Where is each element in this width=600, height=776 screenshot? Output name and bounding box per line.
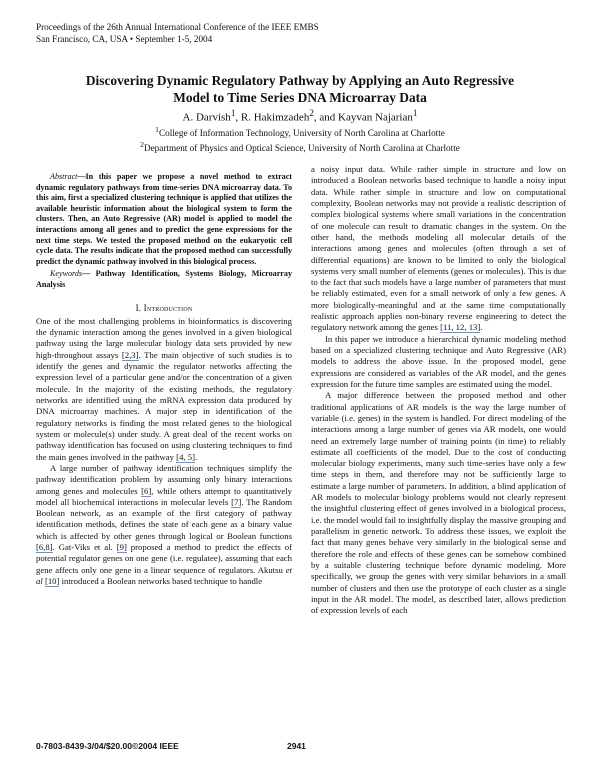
title-line-1: Discovering Dynamic Regulatory Pathway by Applying an Auto Regressive [85, 73, 515, 88]
author-1-affil: 1 [230, 108, 236, 118]
affiliation-1-text: College of Information Technology, University of North Carolina at Charlotte [158, 128, 445, 139]
text-run-italic: et al [36, 564, 292, 587]
author-2: R. Hakimzadeh [240, 111, 310, 124]
keywords-label: Keywords [50, 269, 83, 279]
affiliation-2-text: Department of Physics and Optical Science, University of North Carolina at Charlotte [143, 143, 460, 154]
author-3: Kayvan Najarian [338, 111, 413, 124]
citation-link[interactable]: [2,3] [121, 349, 139, 360]
copyright-notice: 0-7803-8439-3/04/$20.00©2004 IEEE [36, 741, 179, 751]
affiliation-1-marker: 1 [155, 125, 159, 134]
text-run: . The main objective of such studies is to identify the genes and dynamic the regulator networks affecting the expression level of a particular gene and/or the concentration of a given molecule. In the majority of the existing methods, the regulatory networks are identified using the mRNA expression data produced by DNA microarray machines. A major step in identification of the regulatory networks is finding the most related genes to the biological system or molecule(s) under study. A great deal of the recent works on pathway identification has focused on using clustering techniques to find the main genes involved in the pathway [36, 349, 292, 462]
citation-link[interactable]: [9] [116, 542, 127, 553]
author-separator: , and [313, 111, 339, 124]
text-run: . Gat-Viks et al. [52, 542, 117, 553]
intro-paragraph-2 [36, 463, 292, 587]
affiliation-1 [40, 124, 560, 139]
paper-title [40, 72, 560, 106]
abstract-label: Abstract [50, 172, 78, 181]
author-3-affil: 1 [412, 108, 418, 118]
citation-link[interactable]: [7] [231, 496, 242, 507]
text-run: . The Random Boolean network, as an example of the first category of pathway identification methods, defines the state of each gene as a binary value which is affected by other genes through logical or Boolean functions [36, 496, 292, 541]
citation-link[interactable]: [11, 12, 13] [440, 322, 481, 333]
text-run: proposed a method to predict the effects of potential regulator genes on one gene (i.e. regulatee), assuming that each gene affects only one gene in a linear sequence of regulators. Akutsu [36, 542, 292, 575]
affiliation-2-marker: 2 [140, 140, 144, 150]
citation-link[interactable]: [6] [141, 485, 152, 496]
body-paragraph: In this paper we introduce a hierarchical dynamic modeling method based on a specialized clustering technique and Auto Regressive (AR) models to address the above issue. In the proposed model, gene expressions are considered as variables of the AR model, and the genes expression for the future time samples are estimated using the model. [311, 333, 566, 389]
author-1: A. Darvish [182, 111, 231, 124]
page-number: 2941 [287, 741, 306, 751]
right-column [311, 164, 566, 617]
citation-link[interactable]: [4, 5] [176, 451, 195, 462]
keywords-text: — Pathway Identification, Systems Biology, Microarray Analysis [36, 269, 292, 289]
text-run: . [480, 322, 483, 333]
text-run: One of the most challenging problems in bioinformatics is discovering the dynamic interaction among the genes involved in a given biological pathway using the large molecular biology data sets provided by new high-throughout assays [36, 315, 292, 360]
text-run: A large number of pathway identification techniques simplify the pathway identification problem by assuming only binary interactions among genes and molecules [36, 462, 292, 496]
conference-header [36, 22, 319, 45]
conference-line-2: San Francisco, CA, USA • September 1-5, 2004 [36, 33, 213, 44]
left-column [36, 172, 292, 587]
intro-paragraph-1 [36, 316, 292, 463]
author-separator: , [235, 111, 241, 124]
body-paragraph: A major difference between the proposed method and other traditional applications of AR models is the way the large number of variable (i.e. genes) in the system is handled. For direct modeling of the interactions among a large number of genes via AR models, one would need an extremely large number of training points (in time) to reliably estimate all coefficients of the model. Due to the cost of conducting molecular biology experiments, many such time-series have only a few time steps in them, and therefore may not be sufficiently large to estimate a large number of parameters. In addition, a blind application of AR models to molecular biology problems would not clearly represent the insightful clustering effect of genes involved in a biological process, i.e. the model would fail to insightfully display the massive grouping and parallelism in genetic network. To address these issues, we exploit the fact that many genes behave very similarly in the biological sense and therefore the role and effects of these genes can be somehow combined by a suitable clustering technique before dynamic modeling. More specifically, we group the genes with very similar behaviors in a small number of clusters and then use the prototype of each cluster as a single input in the AR model. The model, as described later, allows prediction of expression levels of each [311, 390, 566, 616]
text-run: , while others attempt to quantitatively model all biochemical interactions in molecular levels [36, 485, 292, 507]
section-heading-introduction: I. Introduction [135, 302, 193, 313]
author-2-affil: 2 [309, 108, 314, 118]
citation-link[interactable]: [6,8] [36, 542, 53, 553]
text-run: a noisy input data. While rather simple in structure and low on introduced a Boolean networks based technique to handle a noisy input data. While rather simple in structure and low on computational complexity, Boolean networks may not provide a realistic description of complex biological systems where small variations in the concentration of one molecule can result to dramatic changes in the system. On the other hand, the methods modeling all molecular details of the interactions among genes and molecules (often through a set of differential equations) are known to be limited to only the biological systems very small number of elements (genes or molecules). This is due to the fact that such models have a large number of parameters that must be reliably estimated, even for a small network of only a few genes. A more biologically-meaningful and at the same time computationally realistic approach applies non-binary reverse engineering to detect the regulatory network among the genes [311, 164, 566, 333]
body-paragraph-continued [311, 164, 566, 334]
affiliation-2 [40, 139, 560, 154]
affiliations [40, 124, 560, 154]
text-run: . [195, 451, 198, 462]
keywords [36, 269, 292, 290]
conference-line-1: Proceedings of the 26th Annual International Conference of the IEEE EMBS [36, 22, 319, 32]
abstract [36, 172, 292, 267]
title-line-2: Model to Time Series DNA Microarray Data [173, 90, 427, 105]
abstract-text: —In this paper we propose a novel method to extract dynamic regulatory pathways from time-series DNA microarray data. To this aim, first a specialized clustering technique is applied that utilizes the available heuristic information about the biological system to form the clusters. Then, an Auto Regressive (AR) model is applied to model the interactions among all genes and to predict the gene expressions for the next time steps. We tested the proposed method on the eukaryotic cell cycle data. The results indicate that the proposed method can successfully predict the dynamic pathway involved in this biological process. [36, 172, 292, 266]
author-list [40, 107, 560, 125]
citation-link[interactable]: [10] [44, 576, 60, 587]
text-run: introduced a Boolean networks based technique to handle [59, 576, 263, 587]
